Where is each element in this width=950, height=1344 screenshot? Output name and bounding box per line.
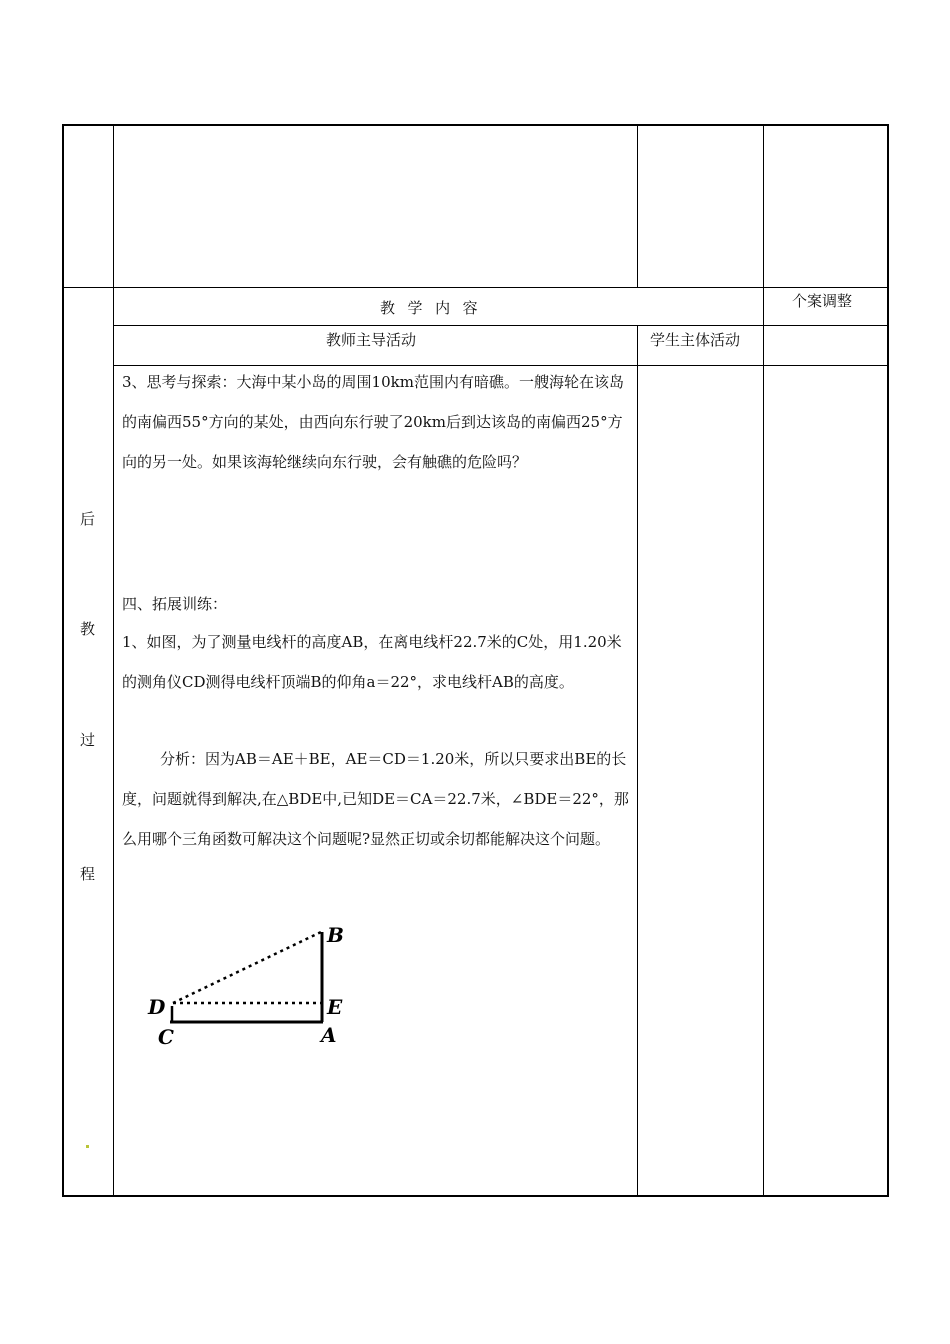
- table-bottom-border: [62, 1195, 889, 1197]
- table-col-divider: [637, 325, 638, 1197]
- triangle-figure: [140, 920, 400, 1060]
- table-col-divider: [637, 124, 638, 288]
- table-right-border: [887, 124, 889, 1197]
- stray-mark: [86, 1145, 89, 1148]
- figure-label-a: A: [321, 1023, 337, 1047]
- table-col-divider: [763, 124, 764, 1197]
- table-row-divider: [763, 325, 889, 326]
- table-row-divider: [62, 287, 889, 288]
- figure-line-db: [173, 932, 321, 1003]
- side-label-char: 过: [80, 731, 96, 749]
- figure-label-c: C: [158, 1025, 174, 1049]
- table-col-divider: [113, 124, 114, 1197]
- side-label-char: 教: [80, 620, 96, 638]
- figure-label-d: D: [148, 995, 166, 1019]
- problem-3-text: 3、思考与探索：大海中某小岛的周围10km范围内有暗礁。一艘海轮在该岛的南偏西55°方向的某处，由西向东行驶了20km后到达该岛的南偏西25°方向的另一处。如果该海轮继续向东行驶，会有触礁的危险吗？: [122, 373, 624, 471]
- problem-1-text: 1、如图，为了测量电线杆的高度AB，在离电线杆22.7米的C处，用1.20米的测角仪CD测得电线杆顶端B的仰角a＝22°，求电线杆AB的高度。: [122, 633, 622, 691]
- table-top-border: [62, 124, 889, 126]
- col-student-heading: 学生主体活动: [650, 331, 741, 349]
- figure-label-e: E: [327, 995, 343, 1019]
- side-label-char: 程: [80, 865, 96, 883]
- table-left-border: [62, 124, 64, 1197]
- header-adjust: 个案调整: [792, 292, 853, 310]
- header-title: 教 学 内 容: [380, 299, 479, 317]
- table-row-divider: [113, 325, 763, 326]
- analysis-text: 分析：因为AB＝AE＋BE，AE＝CD＝1.20米，所以只要求出BE的长度，问题就得到解决,在△BDE中,已知DE＝CA＝22.7米，∠BDE＝22°，那么用哪个三角函数可解决这个问题呢?显然正切或余切都能解决这个问题。: [122, 750, 629, 848]
- col-teacher-heading: 教师主导活动: [326, 331, 417, 349]
- section-4-heading: 四、拓展训练：: [122, 595, 228, 613]
- side-label-char: 后: [80, 510, 96, 528]
- figure-label-b: B: [327, 923, 344, 947]
